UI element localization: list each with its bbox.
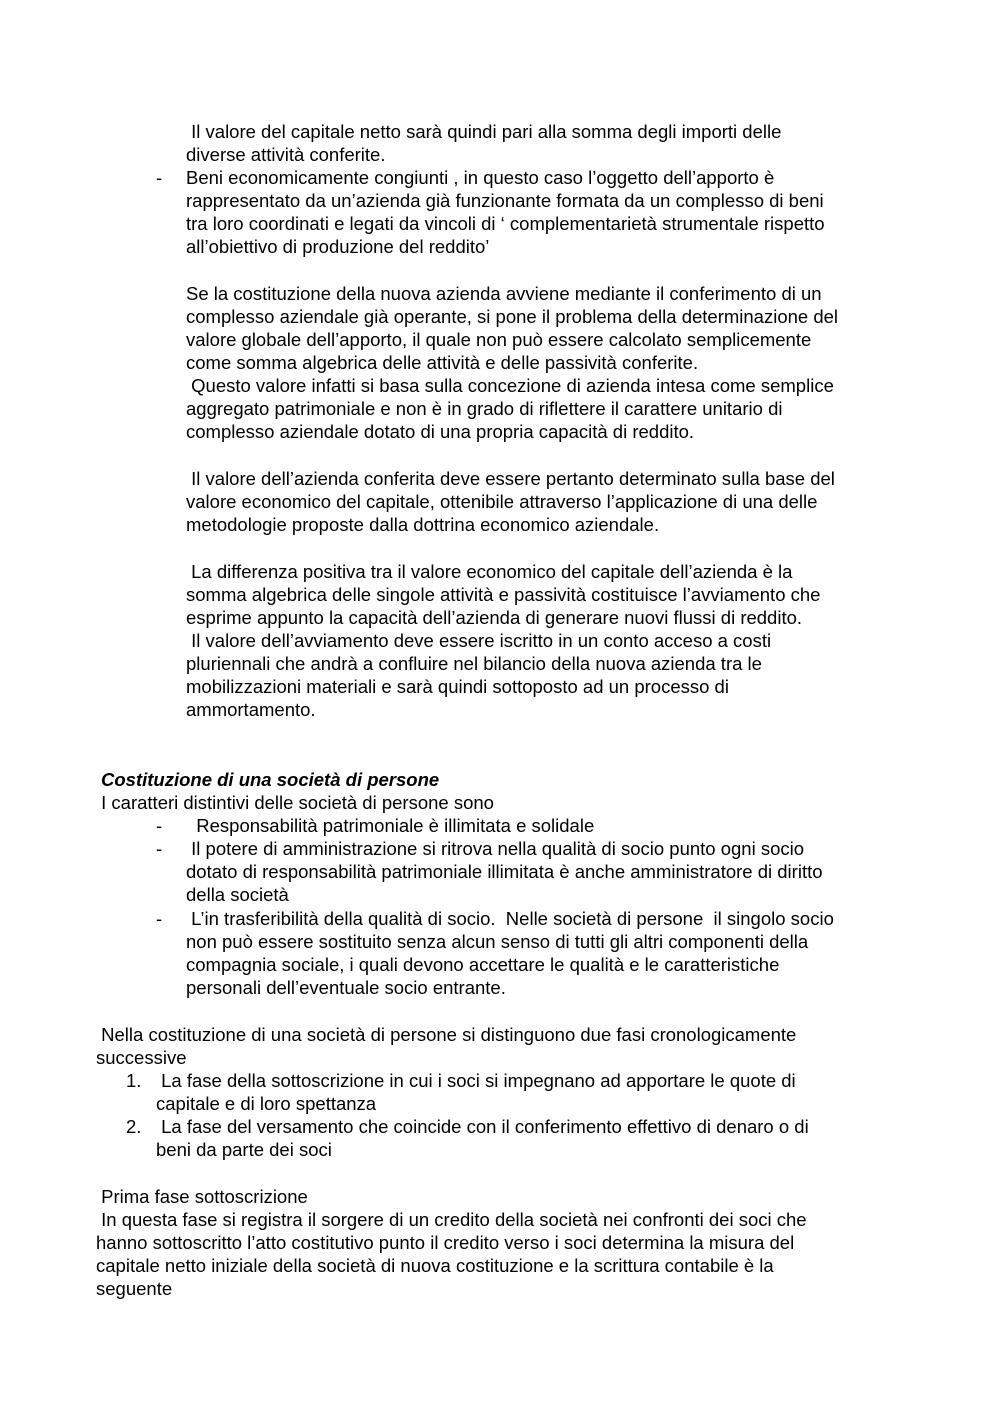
fasi-item-line: beni da parte dei soci xyxy=(156,1139,332,1160)
bullet-dash: - xyxy=(156,838,163,859)
bullet-dash: - xyxy=(156,815,163,836)
paragraph-line: Questo valore infatti si basa sulla concezione di azienda intesa come semplice xyxy=(186,375,834,396)
prima-fase-title: Prima fase sottoscrizione xyxy=(96,1186,308,1207)
caratteri-line: compagnia sociale, i quali devono accettare le qualità e le caratteristiche xyxy=(186,954,780,975)
paragraph-line: La differenza positiva tra il valore economico del capitale dell’azienda è la xyxy=(186,561,793,582)
bullet-beni-line: all’obiettivo di produzione del reddito’ xyxy=(186,236,490,257)
paragraph-line: ammortamento. xyxy=(186,699,316,720)
caratteri-line: dotato di responsabilità patrimoniale illimitata è anche amministratore di diritto xyxy=(186,861,823,882)
bullet-beni-line: tra loro coordinati e legati da vincoli di ‘ complementarietà strumentale rispetto xyxy=(186,213,825,234)
section-heading: Costituzione di una società di persone xyxy=(101,769,440,790)
prima-fase-line: capitale netto iniziale della società di nuova costituzione e la scrittura contabile è la xyxy=(96,1255,774,1276)
bullet-beni-line: rappresentato da un’azienda già funzionante formata da un complesso di beni xyxy=(186,190,824,211)
fasi-intro-line: successive xyxy=(96,1047,187,1068)
bullet-dash: - xyxy=(156,167,163,188)
list-number: 2. xyxy=(126,1116,142,1137)
fasi-item-line: La fase della sottoscrizione in cui i soci si impegnano ad apportare le quote di xyxy=(156,1070,796,1091)
paragraph-line: mobilizzazioni materiali e sarà quindi sottoposto ad un processo di xyxy=(186,676,729,697)
caratteri-intro: I caratteri distintivi delle società di persone sono xyxy=(96,792,494,813)
intro-line: Il valore del capitale netto sarà quindi pari alla somma degli importi delle xyxy=(186,121,782,142)
paragraph-line: somma algebrica delle singole attività e passività costituisce l’avviamento che xyxy=(186,584,821,605)
prima-fase-line: In questa fase si registra il sorgere di un credito della società nei confronti dei soci che xyxy=(96,1209,807,1230)
paragraph-line: pluriennali che andrà a confluire nel bilancio della nuova azienda tra le xyxy=(186,653,762,674)
list-number: 1. xyxy=(126,1070,142,1091)
paragraph-line: valore globale dell’apporto, il quale non può essere calcolato semplicemente xyxy=(186,329,812,350)
intro-line: diverse attività conferite. xyxy=(186,144,386,165)
prima-fase-line: hanno sottoscritto l’atto costitutivo punto il credito verso i soci determina la misura del xyxy=(96,1232,795,1253)
fasi-item-line: La fase del versamento che coincide con il conferimento effettivo di denaro o di xyxy=(156,1116,809,1137)
caratteri-line: personali dell’eventuale socio entrante. xyxy=(186,977,506,998)
paragraph-line: aggregato patrimoniale e non è in grado di riflettere il carattere unitario di xyxy=(186,398,783,419)
caratteri-line: Il potere di amministrazione si ritrova nella qualità di socio punto ogni socio xyxy=(186,838,805,859)
paragraph-line: Il valore dell’avviamento deve essere iscritto in un conto acceso a costi xyxy=(186,630,772,651)
paragraph-line: complesso aziendale già operante, si pone il problema della determinazione del xyxy=(186,306,839,327)
bullet-beni-line: Beni economicamente congiunti , in questo caso l’oggetto dell’apporto è xyxy=(186,167,775,188)
fasi-intro-line: Nella costituzione di una società di persone si distinguono due fasi cronologicamente xyxy=(96,1024,797,1045)
prima-fase-line: seguente xyxy=(96,1278,173,1299)
caratteri-line: L’in trasferibilità della qualità di socio. Nelle società di persone il singolo socio xyxy=(186,908,834,929)
paragraph-line: complesso aziendale dotato di una propria capacità di reddito. xyxy=(186,421,695,442)
paragraph-line: Il valore dell’azienda conferita deve essere pertanto determinato sulla base del xyxy=(186,468,835,489)
paragraph-line: valore economico del capitale, ottenibile attraverso l’applicazione di una delle xyxy=(186,491,818,512)
fasi-item-line: capitale e di loro spettanza xyxy=(156,1093,377,1114)
paragraph-line: come somma algebrica delle attività e delle passività conferite. xyxy=(186,352,699,373)
paragraph-line: esprime appunto la capacità dell’azienda di generare nuovi flussi di reddito. xyxy=(186,607,803,628)
caratteri-line: non può essere sostituito senza alcun senso di tutti gli altri componenti della xyxy=(186,931,809,952)
caratteri-line: della società xyxy=(186,884,289,905)
paragraph-line: Se la costituzione della nuova azienda avviene mediante il conferimento di un xyxy=(186,283,822,304)
caratteri-line: Responsabilità patrimoniale è illimitata e solidale xyxy=(186,815,595,836)
paragraph-line: metodologie proposte dalla dottrina economico aziendale. xyxy=(186,514,660,535)
bullet-dash: - xyxy=(156,908,163,929)
